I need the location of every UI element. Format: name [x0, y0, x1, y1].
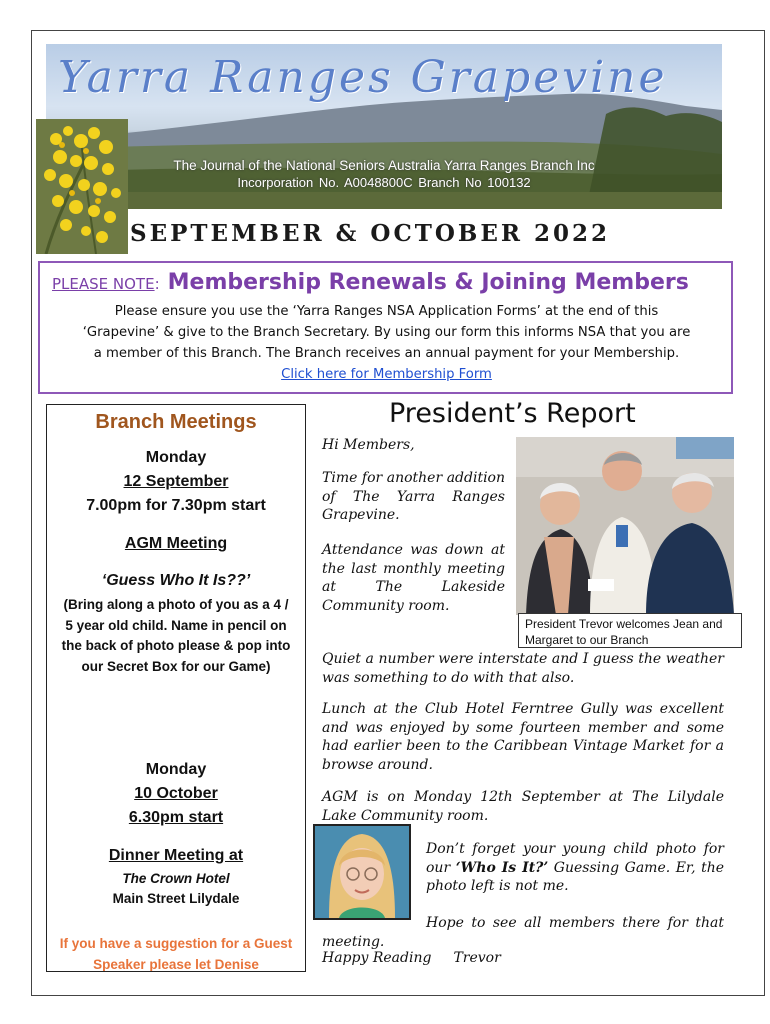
report-paragraph: Lunch at the Club Hotel Ferntree Gully was excellent and was enjoyed by some fourteen member and some had earlier been to the Caribbean Vintage Market for a browse around. — [322, 701, 724, 773]
note-body — [48, 301, 725, 385]
note-line: ‘Grapevine’ & give to the Branch Secretary. By using our form this informs NSA that you are — [82, 325, 691, 340]
note-title: Membership Renewals & Joining Members — [167, 270, 689, 295]
masthead-title: Yarra Ranges Grapevine — [58, 52, 668, 103]
meeting1-date: 12 September — [123, 473, 229, 490]
masthead-banner — [46, 44, 722, 209]
report-paragraph: Hope to see all members there for that meeting. — [322, 915, 724, 950]
report-text: Don’t forget your young child photo for our — [426, 841, 724, 876]
membership-form-link[interactable]: Click here for Membership Form — [281, 367, 492, 382]
note-line: a member of this Branch. The Branch receives an annual payment for your Membership. — [93, 346, 680, 361]
note-heading — [52, 270, 689, 295]
note-line: Please ensure you use the ‘Yarra Ranges NSA Application Forms’ at the end of this — [114, 304, 659, 319]
report-paragraph: Quiet a number were interstate and I guess the weather was something to do with that also. — [322, 651, 724, 686]
meeting1-game: ‘Guess Who It Is??’ — [101, 572, 251, 589]
wattle-flower-image — [36, 119, 128, 254]
meetings-heading: Branch Meetings — [95, 411, 257, 433]
child-photo — [313, 824, 411, 920]
masthead-registration: Incorporation No. A0048800C Branch No 100132 — [237, 175, 531, 190]
meeting2-venue: The Crown Hotel — [122, 871, 230, 886]
meeting1-description: (Bring along a photo of you as a 4 / 5 year old child. Name in pencil on the back of photo please & pop into our Secret Box for our Game) — [61, 597, 291, 674]
report-greeting: Hi Members, — [322, 437, 415, 453]
report-paragraph: Time for another addition of The Yarra Ranges Grapevine. — [322, 470, 505, 523]
note-label: PLEASE NOTE — [52, 275, 155, 293]
meeting1-title: AGM Meeting — [124, 535, 228, 552]
presidents-report-title: President’s Report — [389, 398, 636, 429]
report-paragraph: AGM is on Monday 12th September at The Lilydale Lake Community room. — [322, 789, 724, 824]
report-paragraph: Attendance was down at the last monthly meeting at The Lakeside Community room. — [322, 542, 505, 614]
photo-caption: President Trevor welcomes Jean and Margaret to our Branch — [518, 613, 742, 648]
meeting2-date: 10 October — [134, 785, 218, 802]
signature: Trevor — [453, 950, 501, 966]
note-colon: : — [154, 275, 160, 293]
meeting2-time: 6.30pm start — [128, 809, 224, 826]
president-welcome-photo — [516, 437, 734, 615]
report-signoff — [322, 950, 501, 966]
report-paragraph — [426, 840, 724, 896]
meeting2-day: Monday — [145, 761, 207, 778]
report-text: Guessing Game. Er, the photo left is not me. — [426, 859, 725, 894]
guest-speaker-suggestion: If you have a suggestion for a Guest Speaker please let Denise — [59, 936, 293, 972]
meeting1-time: 7.00pm for 7.30pm start — [86, 497, 266, 514]
masthead-subtitle: The Journal of the National Seniors Australia Yarra Ranges Branch Inc — [173, 158, 595, 173]
game-name: ‘Who Is It?’ — [455, 859, 549, 876]
branch-meetings-box — [46, 404, 306, 972]
signoff-text: Happy Reading — [322, 950, 432, 966]
issue-date-heading: SEPTEMBER & OCTOBER 2022 — [130, 220, 611, 247]
meeting2-address: Main Street Lilydale — [112, 891, 240, 906]
meeting1-day: Monday — [145, 449, 207, 466]
meeting2-title: Dinner Meeting at — [108, 847, 244, 864]
membership-note-box — [38, 261, 733, 394]
